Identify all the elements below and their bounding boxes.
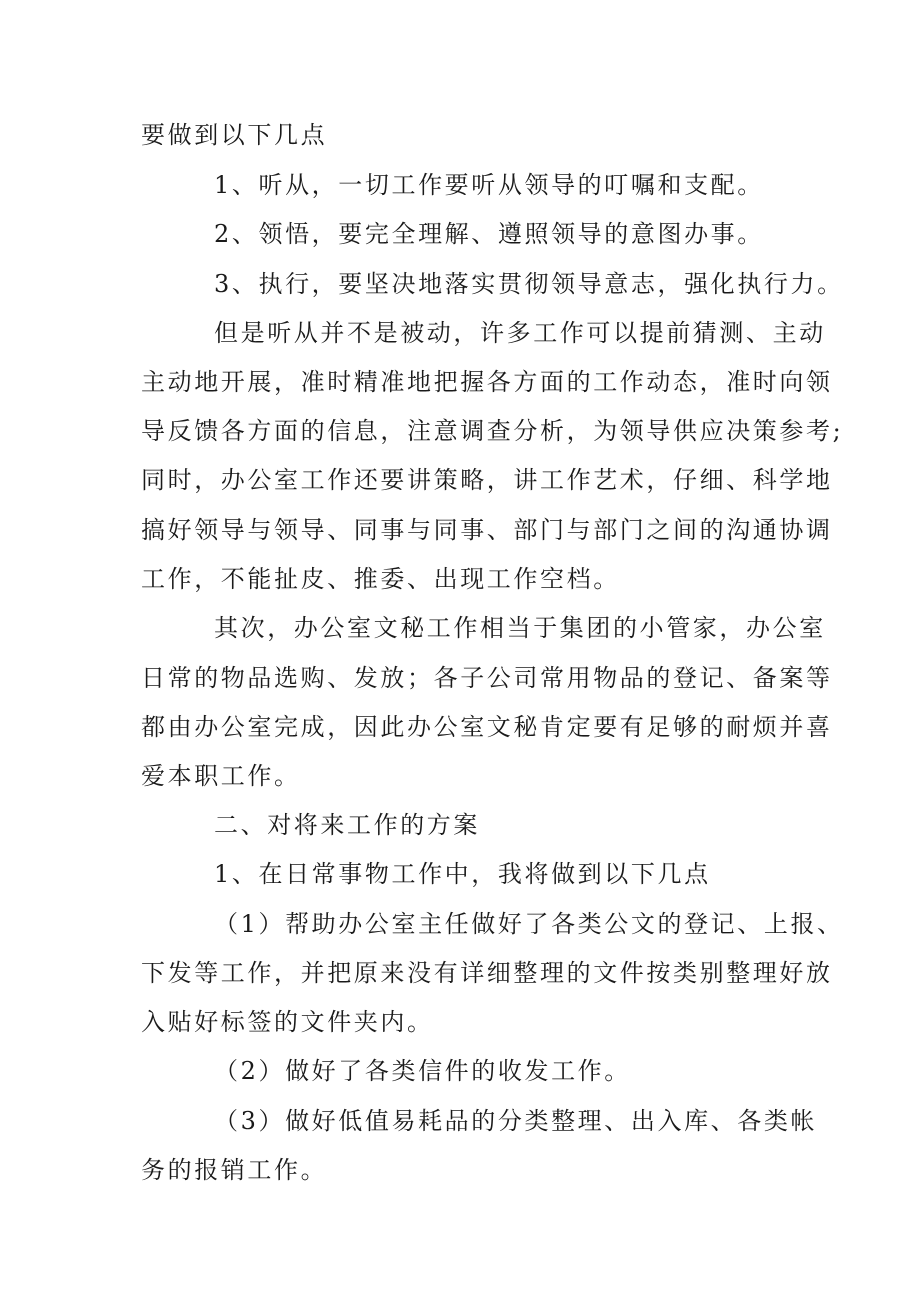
text-line: 爱本职工作。 [141,762,301,790]
text-line: 3、执行，要坚决地落实贯彻领导意志，强化执行力。 [214,270,844,298]
text-line: 入贴好标签的文件夹内。 [141,1008,434,1036]
text-line: 都由办公室完成，因此办公室文秘肯定要有足够的耐烦并喜 [141,713,833,741]
text-line: （2）做好了各类信件的收发工作。 [214,1057,631,1085]
text-line: （3）做好低值易耗品的分类整理、出入库、各类帐 [214,1107,818,1135]
text-line: 工作，不能扯皮、推委、出现工作空档。 [141,565,620,593]
text-line: 2、领悟，要完全理解、遵照领导的意图办事。 [214,220,764,248]
text-line: 其次，办公室文秘工作相当于集团的小管家，办公室 [214,614,826,642]
text-line: 要做到以下几点 [141,121,328,149]
text-line: 日常的物品选购、发放；各子公司常用物品的登记、备案等 [141,664,833,692]
text-line: 同时，办公室工作还要讲策略，讲工作艺术，仔细、科学地 [141,466,833,494]
text-line: 导反馈各方面的信息，注意调查分析，为领导供应决策参考; [141,417,844,445]
text-line: 务的报销工作。 [141,1156,328,1184]
text-line: 二、对将来工作的方案 [214,811,480,839]
text-line: 1、在日常事物工作中，我将做到以下几点 [214,860,711,888]
text-line: 主动地开展，准时精准地把握各方面的工作动态，准时向领 [141,368,833,396]
text-line: 搞好领导与领导、同事与同事、部门与部门之间的沟通协调 [141,516,833,544]
text-line: 但是听从并不是被动，许多工作可以提前猜测、主动 [214,319,826,347]
text-line: 1、听从，一切工作要听从领导的叮嘱和支配。 [214,171,764,199]
text-line: （1）帮助办公室主任做好了各类公文的登记、上报、 [214,910,844,938]
text-line: 下发等工作，并把原来没有详细整理的文件按类别整理好放 [141,959,833,987]
